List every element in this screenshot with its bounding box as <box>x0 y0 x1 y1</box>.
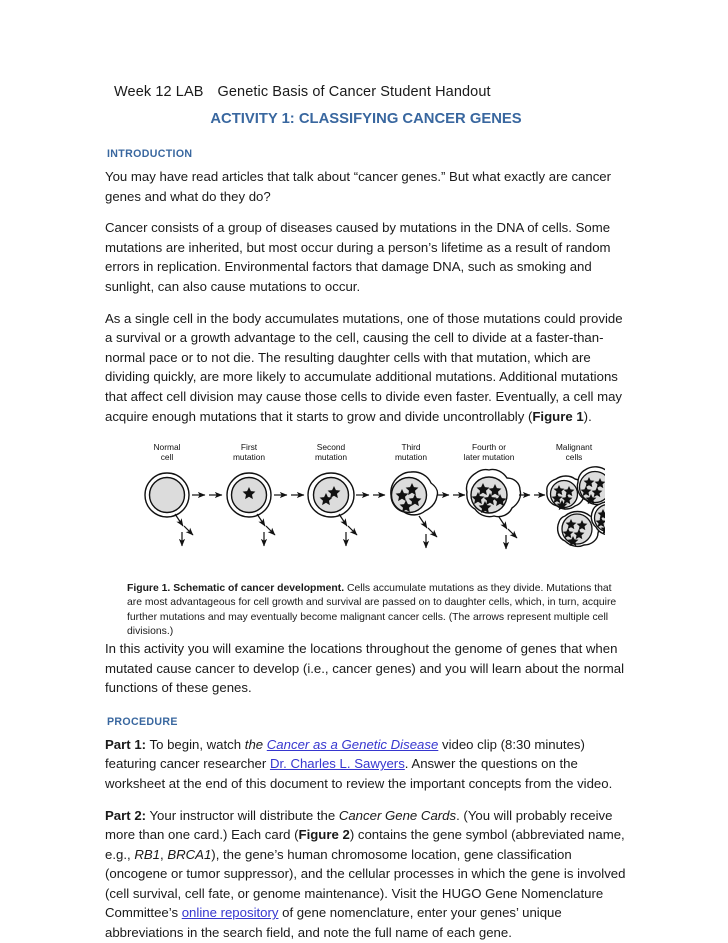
week-label: Week 12 LAB <box>114 84 204 100</box>
procedure-heading: PROCEDURE <box>107 715 178 728</box>
intro-paragraph-2: Cancer consists of a group of diseases caused by mutations in the DNA of cells. Some mutations are inherited, but most occur during a person’s lifetime as a result of random errors in replication. Environmental factors that damage DNA, such as smoking and sunlight, can also cause mutations to occur. <box>105 220 611 294</box>
stage-label-0-line1: Normal <box>153 442 181 453</box>
division-arrows-stage-1 <box>257 514 275 546</box>
stage-label-2-line1: Second <box>316 442 346 453</box>
document-header <box>105 84 629 100</box>
stage-label-1-line2: mutation <box>232 452 266 463</box>
activity-intro-paragraph: In this activity you will examine the locations throughout the genome of genes that when mutated cause cancer to develop (i.e., cancer genes) and you will learn about the normal functions of these genes. <box>105 640 625 696</box>
intro-paragraph-1: You may have read articles that talk about “cancer genes.” But what exactly are cancer genes and what do they do? <box>105 169 612 204</box>
figure-stage-labels <box>154 442 593 462</box>
figure-1-caption <box>127 582 629 639</box>
gene-symbol-brca1: BRCA1 <box>167 846 212 862</box>
stage-label-5-line1: Malignant <box>555 442 593 453</box>
figure-1-caption-lead: Figure 1. Schematic of cancer development. <box>127 583 345 595</box>
procedure-part-1 <box>105 735 629 794</box>
stage-label-3-line2: mutation <box>394 452 428 463</box>
stage-label-2-line2: mutation <box>314 452 348 463</box>
part-2-text-b: . (You will probably receive more than one card.) Each card ( <box>105 807 613 843</box>
figure-1-caption-body: Cells accumulate mutations as they divide. Mutations that are most advantageous for cell growth and survival are passed on to daughter cells, which, in turn, acquire further mutations and may eventually become malignant cancer cells. (The arrows represent multiple cell divisions.) <box>127 583 617 637</box>
part-2-text-a: Your instructor will distribute the <box>146 807 339 823</box>
figure-1-reference: Figure 1 <box>532 408 584 424</box>
intro-paragraph-3-text-b: ). <box>583 408 592 424</box>
cancer-gene-cards-title: Cancer Gene Cards <box>338 807 457 823</box>
cell-stage-second-mutation <box>308 473 354 517</box>
link-dr-charles-l-sawyers[interactable]: Dr. Charles L. Sawyers <box>269 756 405 772</box>
cell-stage-first-mutation <box>227 473 271 517</box>
introduction-heading: INTRODUCTION <box>107 148 193 160</box>
division-arrows-stage-4 <box>499 517 517 549</box>
part-1-the: the <box>244 736 267 752</box>
stage-label-3-line1: Third <box>401 442 421 453</box>
procedure-part-2 <box>105 806 629 943</box>
stage-label-4-line1: Fourth or <box>472 442 506 453</box>
division-arrows-stage-3 <box>419 516 437 548</box>
part-1-text-a: To begin, watch <box>146 736 245 752</box>
stage-label-4-line2: later mutation <box>463 452 515 463</box>
intro-paragraph-3 <box>105 309 629 427</box>
part-2-text-f: of gene nomenclature, enter your genes’ unique abbreviations in the search field, and note the full name of each gene. <box>105 905 562 941</box>
part-1-text-b: video clip (8:30 minutes) featuring cancer researcher <box>105 736 585 772</box>
intro-paragraph-3-text-a: As a single cell in the body accumulates mutations, one of those mutations could provide a survival or a growth advantage to the cell, causing the cell to divide at a faster-than-normal pace or to not die. The resulting daughter cells with that mutation, which are dividing quickly, are more likely to accumulate additional mutations. Additional mutations that affect cell division may cause those cells to divide even faster. Eventually, a cell may acquire enough mutations that it starts to grow and divide uncontrollably ( <box>105 310 623 424</box>
document-title: Genetic Basis of Cancer Student Handout <box>217 84 491 100</box>
document-content <box>105 84 629 943</box>
part-2-label: Part 2: <box>105 807 147 823</box>
part-1-text-c: . Answer the questions on the worksheet at the end of this document to review the important concepts from the video. <box>105 756 613 791</box>
division-arrows-stage-0 <box>175 514 193 546</box>
part-2-text-d: , <box>159 846 168 862</box>
cancer-development-schematic <box>127 440 605 572</box>
stage-label-1-line1: First <box>240 442 258 453</box>
stage-label-5-line2: cells <box>565 452 583 463</box>
activity-title: ACTIVITY 1: CLASSIFYING CANCER GENES <box>210 111 522 127</box>
part-1-label: Part 1: <box>105 736 147 752</box>
link-cancer-as-a-genetic-disease[interactable]: Cancer as a Genetic Disease <box>266 736 439 752</box>
cell-stage-normal <box>145 473 189 517</box>
figure-1 <box>105 440 629 639</box>
stage-label-0-line2: cell <box>160 452 174 463</box>
cell-stage-third-mutation <box>391 472 438 515</box>
part-2-text-c: ) contains the gene symbol (abbreviated name, e.g., <box>105 827 625 862</box>
cell-stage-fourth-mutation <box>466 470 520 517</box>
part-2-text-e: ), the gene’s human chromosome location, gene classification (oncogene or tumor suppressor), and the cellular processes in which the gene is involved (cell survival, cell fate, or genome maintenance). Visit the HUGO Gene Nomenclature Committee’s <box>105 846 626 921</box>
figure-2-reference: Figure 2 <box>298 827 350 843</box>
division-arrows-stage-2 <box>339 514 357 546</box>
gene-symbol-rb1: RB1 <box>134 846 160 862</box>
link-online-repository[interactable]: online repository <box>181 905 279 921</box>
malignant-cell-cluster <box>547 467 605 547</box>
